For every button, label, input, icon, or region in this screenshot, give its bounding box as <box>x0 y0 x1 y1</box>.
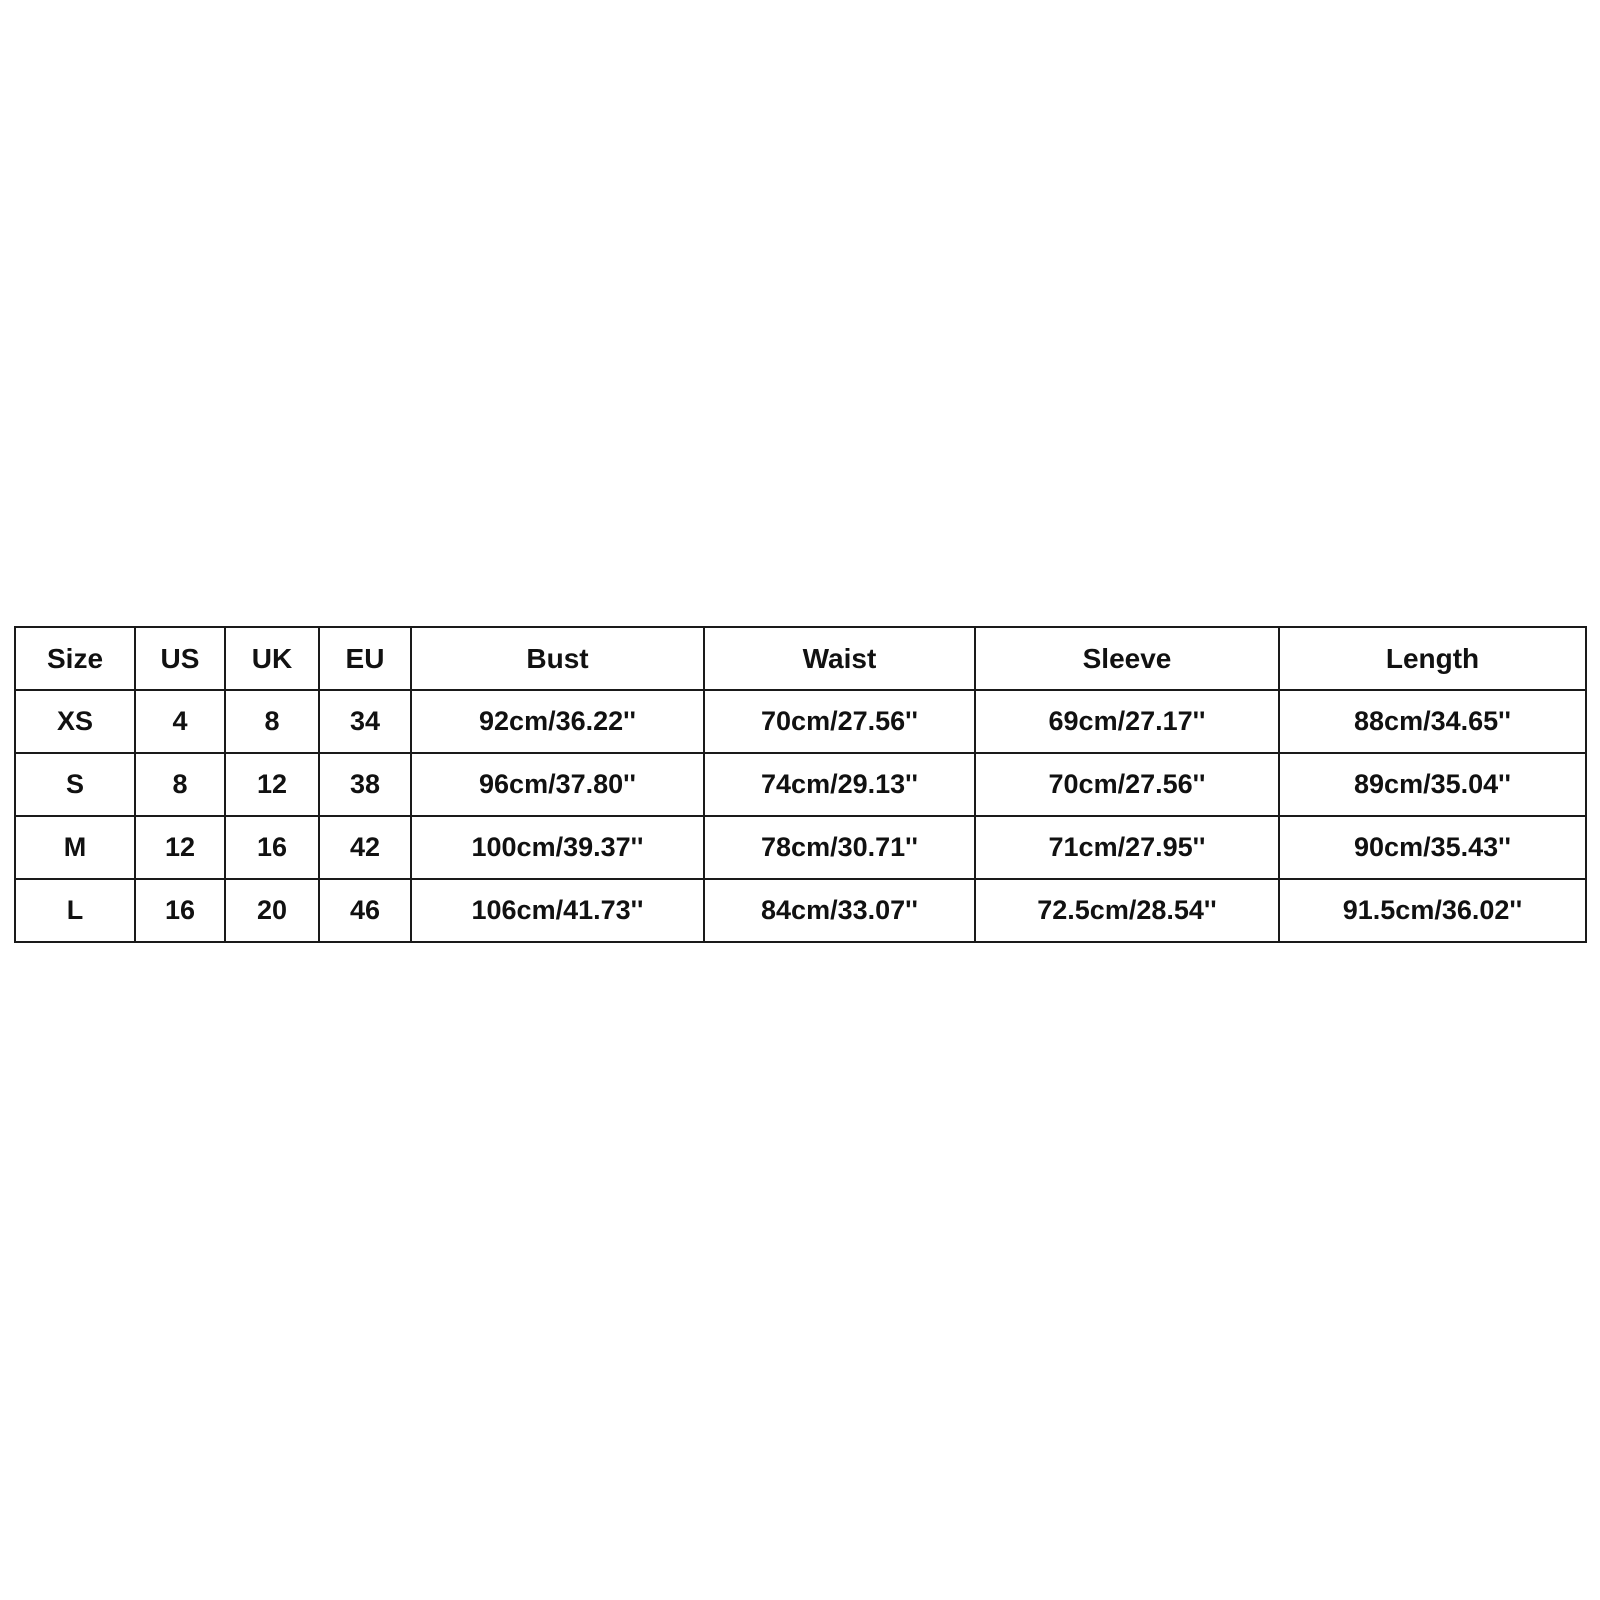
header-row <box>15 627 1586 690</box>
waist-cell: 74cm/29.13'' <box>704 753 975 816</box>
uk-cell: 16 <box>225 816 319 879</box>
column-header-waist: Waist <box>704 627 975 690</box>
us-cell: 8 <box>135 753 225 816</box>
size-cell: L <box>15 879 135 942</box>
column-header-us: US <box>135 627 225 690</box>
uk-cell: 8 <box>225 690 319 753</box>
us-cell: 4 <box>135 690 225 753</box>
length-cell: 88cm/34.65'' <box>1279 690 1586 753</box>
waist-cell: 84cm/33.07'' <box>704 879 975 942</box>
uk-cell: 20 <box>225 879 319 942</box>
table-row <box>15 753 1586 816</box>
table-row <box>15 879 1586 942</box>
length-cell: 91.5cm/36.02'' <box>1279 879 1586 942</box>
eu-cell: 34 <box>319 690 411 753</box>
size-cell: M <box>15 816 135 879</box>
bust-cell: 96cm/37.80'' <box>411 753 704 816</box>
length-cell: 90cm/35.43'' <box>1279 816 1586 879</box>
length-cell: 89cm/35.04'' <box>1279 753 1586 816</box>
us-cell: 16 <box>135 879 225 942</box>
bust-cell: 92cm/36.22'' <box>411 690 704 753</box>
bust-cell: 100cm/39.37'' <box>411 816 704 879</box>
column-header-size: Size <box>15 627 135 690</box>
column-header-eu: EU <box>319 627 411 690</box>
column-header-bust: Bust <box>411 627 704 690</box>
column-header-length: Length <box>1279 627 1586 690</box>
column-header-uk: UK <box>225 627 319 690</box>
table-row <box>15 690 1586 753</box>
uk-cell: 12 <box>225 753 319 816</box>
size-cell: XS <box>15 690 135 753</box>
sleeve-cell: 70cm/27.56'' <box>975 753 1279 816</box>
bust-cell: 106cm/41.73'' <box>411 879 704 942</box>
eu-cell: 46 <box>319 879 411 942</box>
us-cell: 12 <box>135 816 225 879</box>
sleeve-cell: 69cm/27.17'' <box>975 690 1279 753</box>
waist-cell: 78cm/30.71'' <box>704 816 975 879</box>
eu-cell: 42 <box>319 816 411 879</box>
table-row <box>15 816 1586 879</box>
sleeve-cell: 71cm/27.95'' <box>975 816 1279 879</box>
size-chart-table <box>14 626 1587 943</box>
size-cell: S <box>15 753 135 816</box>
waist-cell: 70cm/27.56'' <box>704 690 975 753</box>
eu-cell: 38 <box>319 753 411 816</box>
column-header-sleeve: Sleeve <box>975 627 1279 690</box>
sleeve-cell: 72.5cm/28.54'' <box>975 879 1279 942</box>
